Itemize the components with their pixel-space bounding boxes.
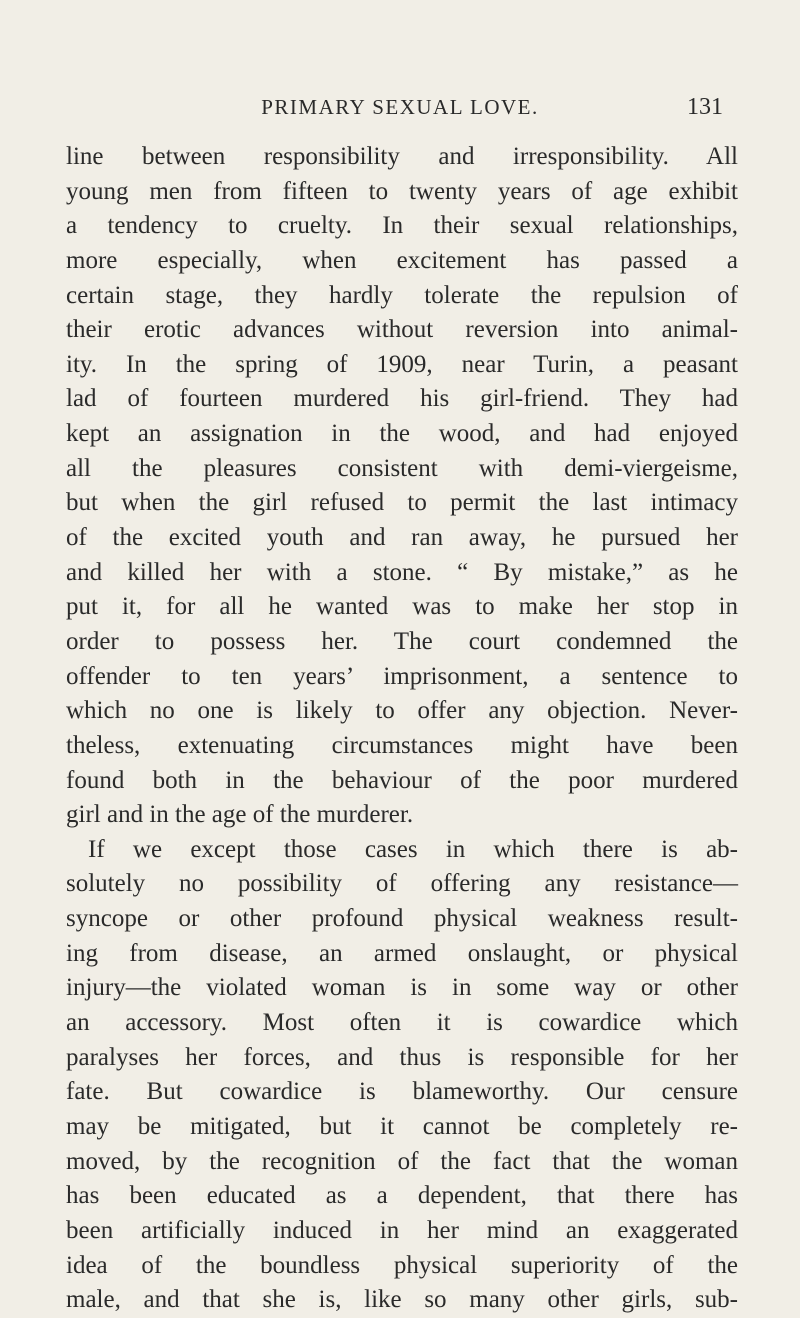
text-line: male, and that she is, like so many other girls, sub- [66,1286,738,1314]
text-line: kept an assignation in the wood, and had enjoyed [66,420,738,448]
page-number: 131 [687,94,723,120]
text-line: a tendency to cruelty. In their sexual relationships, [66,212,738,240]
text-line: idea of the boundless physical superiority of the [66,1251,738,1279]
text-line: lad of fourteen murdered his girl-friend. They had [66,385,738,413]
text-line: theless, extenuating circumstances might have been [66,731,738,759]
text-line: an accessory. Most often it is cowardice which [66,1009,738,1037]
text-line: more especially, when excitement has passed a [66,246,738,274]
text-line: has been educated as a dependent, that there has [66,1182,738,1210]
text-line: been artificially induced in her mind an exaggerated [66,1216,738,1244]
text-line: If we except those cases in which there is ab- [88,835,738,863]
text-line: paralyses her forces, and thus is responsible for her [66,1043,738,1071]
text-line: ity. In the spring of 1909, near Turin, a peasant [66,350,738,378]
text-line: put it, for all he wanted was to make her stop in [66,593,738,621]
body-text [66,140,738,1318]
text-line: injury—the violated woman is in some way or other [66,974,738,1002]
text-line: found both in the behaviour of the poor murdered [66,766,738,794]
text-line: their erotic advances without reversion into animal- [66,316,738,344]
running-head [0,90,800,124]
text-line: of the excited youth and ran away, he pursued her [66,524,738,552]
running-title: PRIMARY SEXUAL LOVE. [261,95,539,119]
text-line: moved, by the recognition of the fact that the woman [66,1147,738,1175]
text-line: syncope or other profound physical weakness result- [66,905,738,933]
text-line: which no one is likely to offer any objection. Never- [66,697,738,725]
text-line: line between responsibility and irresponsibility. All [66,143,738,170]
text-line: fate. But cowardice is blameworthy. Our censure [66,1078,738,1106]
text-line: all the pleasures consistent with demi-viergeisme, [66,454,738,482]
text-line: offender to ten years’ imprisonment, a sentence to [66,662,738,690]
text-line: and killed her with a stone. “ By mistake,” as he [66,558,738,586]
text-line: girl and in the age of the murderer. [66,801,414,829]
text-line: certain stage, they hardly tolerate the repulsion of [66,281,738,309]
text-line: ing from disease, an armed onslaught, or physical [66,939,738,967]
text-line: order to possess her. The court condemned the [66,627,738,655]
text-line: may be mitigated, but it cannot be completely re- [66,1112,738,1140]
text-line: young men from fifteen to twenty years of age exhibit [66,177,738,205]
text-line: but when the girl refused to permit the last intimacy [66,489,738,517]
text-line: solutely no possibility of offering any resistance— [66,870,738,898]
